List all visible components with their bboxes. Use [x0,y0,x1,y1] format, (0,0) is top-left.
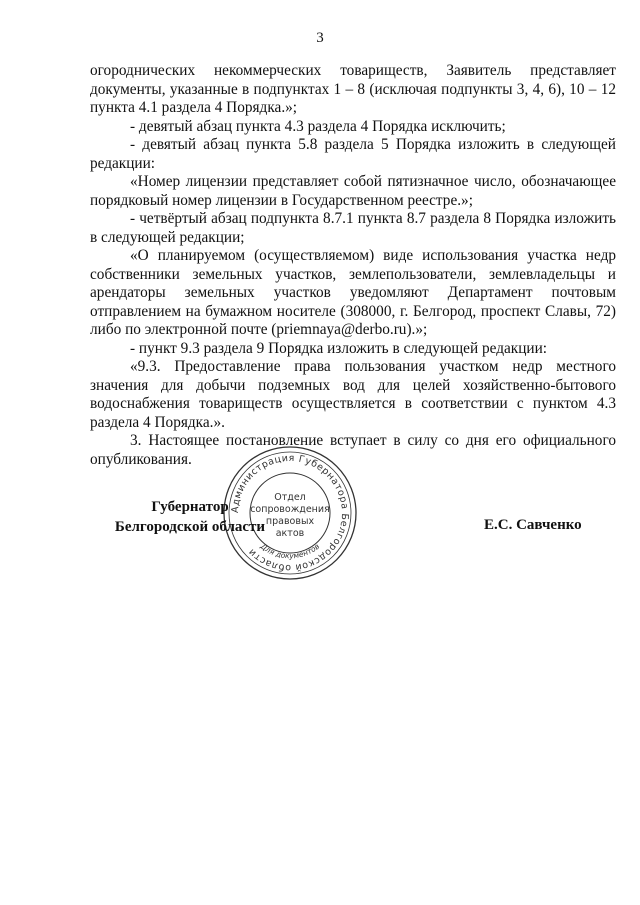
paragraph: 3. Настоящее постановление вступает в силу со дня его официального опубликования. [90,432,616,468]
paragraph: «Номер лицензии представляет собой пятизначное число, обозначающее порядковый номер лицензии в Государственном реестре.»; [90,173,616,209]
paragraph: - девятый абзац пункта 4.3 раздела 4 Порядка исключить; [130,117,506,135]
paragraph: - четвёртый абзац подпункта 8.7.1 пункта 8.7 раздела 8 Порядка изложить в следующей редакции; [90,210,616,246]
stamp-ring-text: Администрация Губернатора Белгородской области [229,452,351,574]
document-body [90,62,616,469]
stamp-center-line: правовых [265,516,315,527]
signature-position: Губернатор [151,499,229,515]
paragraph: «9.3. Предоставление права пользования участком недр местного значения для добычи подземных вод для целей хозяйственно-бытового водоснабжения товариществ осуществляется в соответствии с пунктом 4.3 раздела 4 Порядка.». [90,358,616,431]
stamp-center-line: Отдел [274,492,306,503]
stamp-bottom-text: Для документов [258,541,322,561]
signatory-name: Е.С. Савченко [484,517,582,533]
page-number: 3 [316,30,324,46]
paragraph: огороднических некоммерческих товариществ, Заявитель представляет документы, указанные в подпунктах 1 – 8 (исключая подпункты 3, 4, 6), 10 – 12 пункта 4.1 раздела 4 Порядка.»; [90,62,616,116]
stamp-center-line: сопровождения [250,504,330,515]
paragraph: - пункт 9.3 раздела 9 Порядка изложить в следующей редакции: [130,339,548,357]
signature-title [90,497,290,537]
paragraph: «О планируемом (осуществляемом) виде использования участка недр собственники земельных участков, землепользователи, землевладельцы и арендаторы земельных участков уведомляют Департамент почтовым отправлением на бумажном носителе (308000, г. Белгород, проспект Славы, 72) либо по электронной почте (priemnaya@derbo.ru).»; [90,247,616,338]
stamp-center-line: актов [275,528,305,539]
paragraph: - девятый абзац пункта 5.8 раздела 5 Порядка изложить в следующей редакции: [90,136,616,172]
signature-region: Белгородской области [114,519,266,535]
